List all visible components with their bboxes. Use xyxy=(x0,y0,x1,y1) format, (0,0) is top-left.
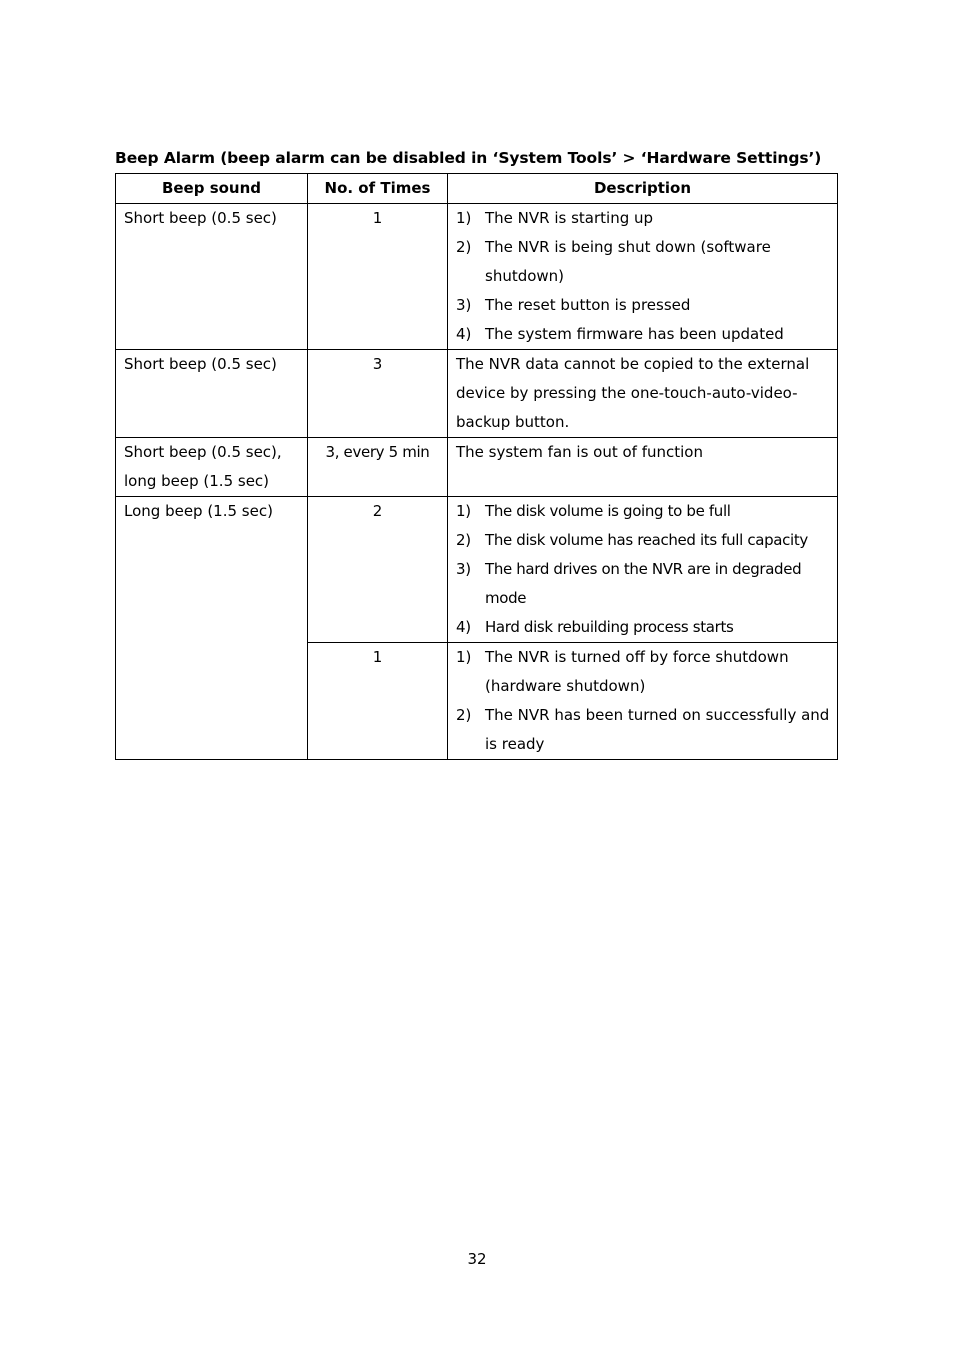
list-number: 3) xyxy=(456,560,471,578)
list-item xyxy=(456,291,831,320)
description-cell xyxy=(448,204,838,350)
list-text: The NVR is being shut down (software shutdown) xyxy=(485,238,771,285)
table-row xyxy=(116,497,838,643)
list-number: 2) xyxy=(456,531,471,549)
table-row xyxy=(116,350,838,438)
list-item xyxy=(456,233,831,291)
list-number: 3) xyxy=(456,296,472,314)
list-item xyxy=(456,526,831,555)
list-text: The NVR is starting up xyxy=(485,209,654,227)
page-number: 32 xyxy=(467,1250,487,1268)
times-cell: 2 xyxy=(308,497,448,643)
description-list xyxy=(456,643,831,759)
times-cell: 1 xyxy=(308,643,448,760)
list-item xyxy=(456,497,831,526)
list-item xyxy=(456,613,831,642)
description-cell: The NVR data cannot be copied to the external device by pressing the one-touch-auto-video-backup button. xyxy=(448,350,838,438)
list-number: 2) xyxy=(456,706,472,724)
description-cell: The system fan is out of function xyxy=(448,438,838,497)
list-number: 4) xyxy=(456,618,471,636)
header-description: Description xyxy=(448,174,838,204)
list-number: 1) xyxy=(456,502,471,520)
page-title: Beep Alarm (beep alarm can be disabled in ‘System Tools’ > ‘Hardware Settings’) xyxy=(115,149,822,167)
list-text: The NVR has been turned on successfully and is ready xyxy=(485,706,830,753)
beep-sound-cell: Short beep (0.5 sec), long beep (1.5 sec) xyxy=(116,438,308,497)
list-number: 2) xyxy=(456,238,472,256)
description-list xyxy=(456,497,831,642)
beep-alarm-table xyxy=(115,173,838,760)
table-row xyxy=(116,438,838,497)
description-list xyxy=(456,204,831,349)
list-text: Hard disk rebuilding process starts xyxy=(485,618,734,636)
list-text: The disk volume is going to be full xyxy=(485,502,731,520)
list-text: The hard drives on the NVR are in degraded mode xyxy=(485,560,802,607)
header-no-of-times: No. of Times xyxy=(308,174,448,204)
list-text: The disk volume has reached its full capacity xyxy=(485,531,808,549)
list-number: 1) xyxy=(456,648,472,666)
description-cell xyxy=(448,497,838,643)
list-item xyxy=(456,643,831,701)
times-cell: 3 xyxy=(308,350,448,438)
list-text: The system firmware has been updated xyxy=(485,325,784,343)
description-cell xyxy=(448,643,838,760)
beep-sound-cell: Long beep (1.5 sec) xyxy=(116,497,308,760)
times-cell: 3, every 5 min xyxy=(308,438,448,497)
list-item xyxy=(456,701,831,759)
list-item xyxy=(456,320,831,349)
list-text: The NVR is turned off by force shutdown (hardware shutdown) xyxy=(485,648,789,695)
list-item xyxy=(456,204,831,233)
table-row xyxy=(116,204,838,350)
header-beep-sound: Beep sound xyxy=(116,174,308,204)
times-cell: 1 xyxy=(308,204,448,350)
list-number: 4) xyxy=(456,325,472,343)
list-item xyxy=(456,555,831,613)
table-header-row xyxy=(116,174,838,204)
list-number: 1) xyxy=(456,209,472,227)
beep-sound-cell: Short beep (0.5 sec) xyxy=(116,350,308,438)
beep-sound-cell: Short beep (0.5 sec) xyxy=(116,204,308,350)
list-text: The reset button is pressed xyxy=(485,296,691,314)
